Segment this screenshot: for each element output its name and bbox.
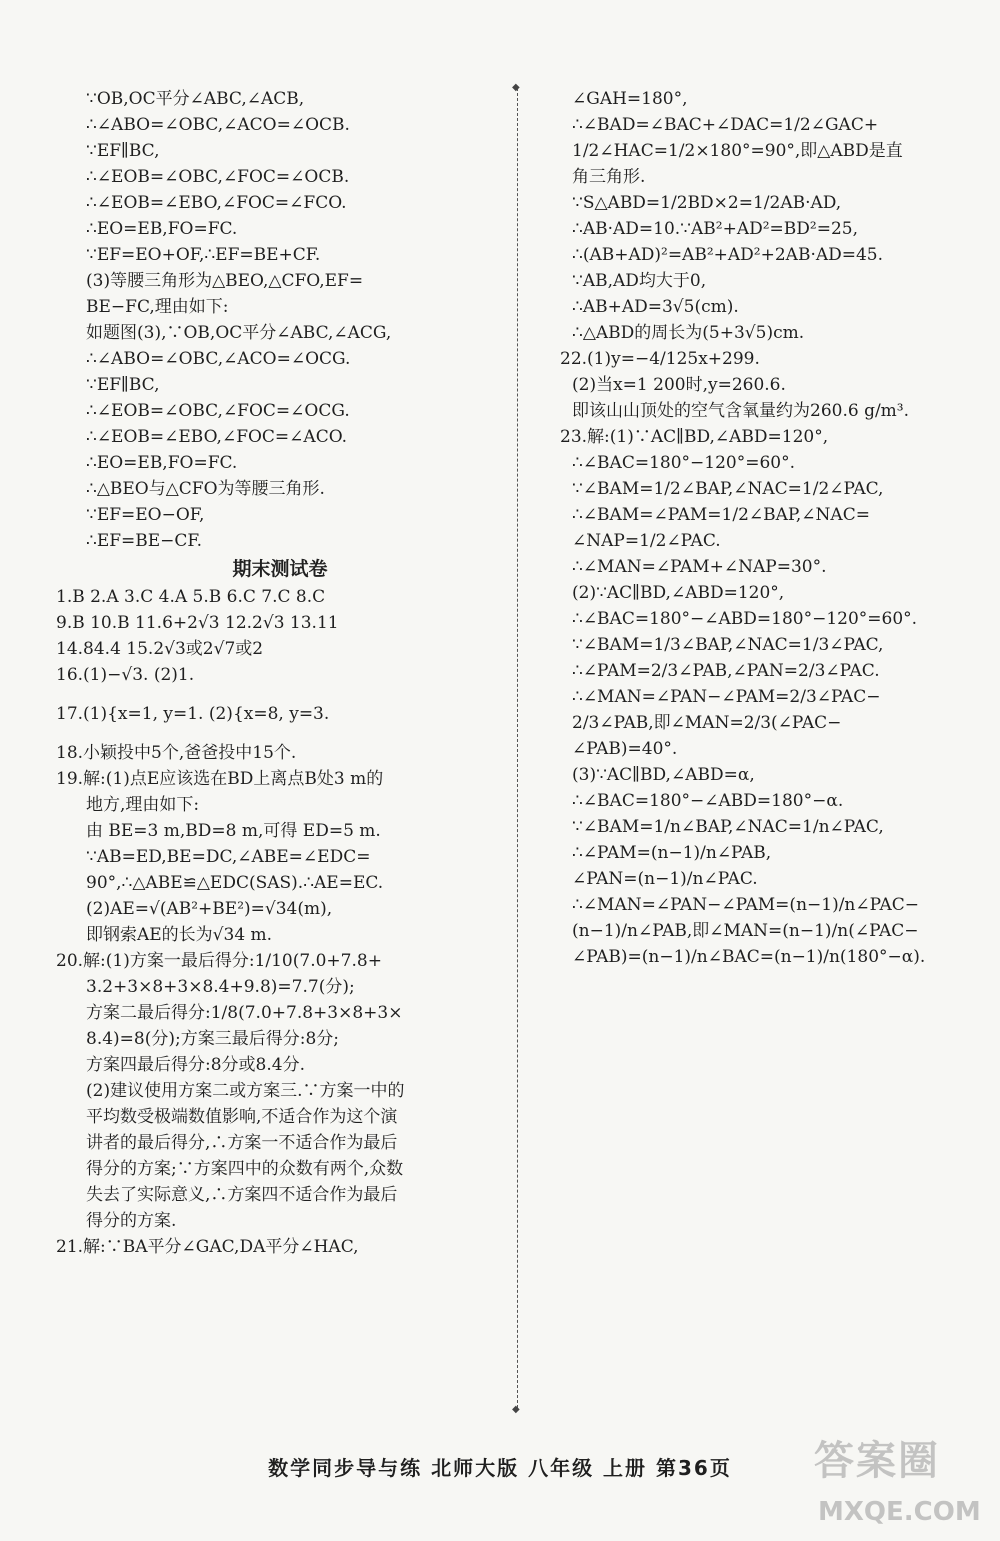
answer-line: 19.解:(1)点E应该选在BD上离点B处3 m的 (56, 769, 384, 789)
text-line: ∵AB,AD均大于0, (572, 271, 707, 291)
text-line: ∵S△ABD=1/2BD×2=1/2AB·AD, (572, 193, 842, 213)
answer-line: 讲者的最后得分,∴方案一不适合作为最后 (86, 1133, 398, 1153)
text-line: ∴∠BAC=180°−∠ABD=180°−120°=60°. (572, 609, 918, 629)
answer-line: 地方,理由如下: (86, 795, 200, 815)
answer-line: 由 BE=3 m,BD=8 m,可得 ED=5 m. (86, 821, 381, 841)
answer-line: 18.小颖投中5个,爸爸投中15个. (56, 743, 297, 763)
text-line: ∴∠PAM=(n−1)/n∠PAB, (572, 843, 772, 863)
text-line: (n−1)/n∠PAB,即∠MAN=(n−1)/n(∠PAC− (572, 921, 919, 941)
text-line: ∴AB·AD=10.∵AB²+AD²=BD²=25, (572, 219, 859, 239)
text-line: 23.解:(1)∵AC∥BD,∠ABD=120°, (560, 427, 829, 447)
text-line: ∴△ABD的周长为(5+3√5)cm. (572, 323, 805, 343)
divider-ornament-icon: ◆ (512, 1404, 520, 1415)
answer-line: 1.B 2.A 3.C 4.A 5.B 6.C 7.C 8.C (56, 587, 326, 607)
text-line: ∠PAN=(n−1)/n∠PAC. (572, 869, 758, 889)
answer-line: (2)建议使用方案二或方案三.∵方案一中的 (86, 1081, 405, 1101)
text-line: ∠PAB)=(n−1)/n∠BAC=(n−1)/n(180°−α). (572, 947, 926, 967)
text-line: ∵∠BAM=1/n∠BAP,∠NAC=1/n∠PAC, (572, 817, 884, 837)
text-line: ∴∠EOB=∠OBC,∠FOC=∠OCG. (86, 401, 350, 421)
text-line: ∴(AB+AD)²=AB²+AD²+2AB·AD=45. (572, 245, 884, 265)
text-line: ∴∠BAC=180°−120°=60°. (572, 453, 796, 473)
answer-line: 方案二最后得分:1/8(7.0+7.8+3×8+3× (86, 1003, 403, 1023)
text-line: ∠PAB)=40°. (572, 739, 678, 759)
text-line: ∴∠ABO=∠OBC,∠ACO=∠OCG. (86, 349, 351, 369)
text-line: ∴∠BAC=180°−∠ABD=180°−α. (572, 791, 844, 811)
answer-line: 9.B 10.B 11.6+2√3 12.2√3 13.11 (56, 613, 339, 633)
answer-line: 16.(1)−√3. (2)1. (56, 665, 195, 685)
text-line: ∵OB,OC平分∠ABC,∠ACB, (86, 89, 305, 109)
answer-line: 即钢索AE的长为√34 m. (86, 925, 273, 945)
text-line: ∴EF=BE−CF. (86, 531, 202, 551)
left-column (56, 86, 504, 1260)
text-line: (3)∵AC∥BD,∠ABD=α, (572, 765, 755, 785)
answer-line: (2)AE=√(AB²+BE²)=√34(m), (86, 899, 333, 919)
text-line: ∴∠MAN=∠PAN−∠PAM=2/3∠PAC− (572, 687, 881, 707)
text-line: 2/3∠PAB,即∠MAN=2/3(∠PAC− (572, 713, 842, 733)
watermark-url: MXQE.COM (818, 1497, 981, 1527)
answer-line: 平均数受极端数值影响,不适合作为这个演 (86, 1107, 398, 1127)
answer-line: 90°,∴△ABE≌△EDC(SAS).∴AE=EC. (86, 873, 384, 893)
text-line: ∠NAP=1/2∠PAC. (572, 531, 721, 551)
text-line: ∴∠EOB=∠EBO,∠FOC=∠ACO. (86, 427, 348, 447)
text-line: ∴△BEO与△CFO为等腰三角形. (86, 479, 325, 499)
answer-line: 3.2+3×8+3×8.4+9.8)=7.7(分); (86, 977, 355, 997)
text-line: ∠GAH=180°, (572, 89, 688, 109)
text-line: ∴∠ABO=∠OBC,∠ACO=∠OCB. (86, 115, 350, 135)
text-line: 即该山山顶处的空气含氧量约为260.6 g/m³. (572, 401, 910, 421)
text-line: ∴AB+AD=3√5(cm). (572, 297, 739, 317)
text-line: (2)∵AC∥BD,∠ABD=120°, (572, 583, 785, 603)
text-line: ∴∠MAN=∠PAM+∠NAP=30°. (572, 557, 827, 577)
text-line: (3)等腰三角形为△BEO,△CFO,EF= (86, 271, 364, 291)
watermark-logo-text: 答案圈 (814, 1438, 940, 1484)
text-line: ∴∠MAN=∠PAN−∠PAM=(n−1)/n∠PAC− (572, 895, 920, 915)
watermark-logo (810, 1423, 990, 1533)
text-line: ∴EO=EB,FO=FC. (86, 219, 238, 239)
section-title: 期末测试卷 (232, 558, 328, 580)
text-line: ∴∠EOB=∠OBC,∠FOC=∠OCB. (86, 167, 350, 187)
column-divider (517, 88, 518, 1408)
text-line: (2)当x=1 200时,y=260.6. (572, 375, 786, 395)
answer-line: 得分的方案;∵方案四中的众数有两个,众数 (86, 1159, 404, 1179)
text-line: 1/2∠HAC=1/2×180°=90°,即△ABD是直 (572, 141, 903, 161)
answer-line: 17.(1){x=1, y=1. (2){x=8, y=3. (56, 704, 330, 724)
text-line: 角三角形. (572, 167, 646, 187)
text-line: ∴EO=EB,FO=FC. (86, 453, 238, 473)
text-line: ∴∠BAM=∠PAM=1/2∠BAP,∠NAC= (572, 505, 870, 525)
divider-ornament-icon: ◆ (512, 82, 520, 93)
text-line: ∴∠PAM=2/3∠PAB,∠PAN=2/3∠PAC. (572, 661, 880, 681)
answer-line: 失去了实际意义,∴方案四不适合作为最后 (86, 1185, 398, 1205)
answer-line: 21.解:∵BA平分∠GAC,DA平分∠HAC, (56, 1237, 359, 1257)
text-line: ∵EF=EO+OF,∴EF=BE+CF. (86, 245, 321, 265)
answer-line: 20.解:(1)方案一最后得分:1/10(7.0+7.8+ (56, 951, 382, 971)
text-line: BE−FC,理由如下: (86, 297, 229, 317)
answer-line: 14.84.4 15.2√3或2√7或2 (56, 639, 264, 659)
page-footer: 数学同步导与练 北师大版 八年级 上册 第36页 (268, 1456, 732, 1480)
text-line: 22.(1)y=−4/125x+299. (560, 349, 760, 369)
text-line: ∵∠BAM=1/2∠BAP,∠NAC=1/2∠PAC, (572, 479, 884, 499)
text-line: ∵EF∥BC, (86, 141, 160, 161)
text-line: 如题图(3),∵OB,OC平分∠ABC,∠ACG, (86, 323, 392, 343)
text-line: ∴∠EOB=∠EBO,∠FOC=∠FCO. (86, 193, 347, 213)
text-line: ∵EF∥BC, (86, 375, 160, 395)
text-line: ∵∠BAM=1/3∠BAP,∠NAC=1/3∠PAC, (572, 635, 884, 655)
text-line: ∵EF=EO−OF, (86, 505, 205, 525)
text-line: ∴∠BAD=∠BAC+∠DAC=1/2∠GAC+ (572, 115, 879, 135)
answer-line: 方案四最后得分:8分或8.4分. (86, 1055, 305, 1075)
answer-line: 得分的方案. (86, 1211, 177, 1231)
right-column (560, 86, 988, 970)
answer-line: ∵AB=ED,BE=DC,∠ABE=∠EDC= (86, 847, 371, 867)
answer-line: 8.4)=8(分);方案三最后得分:8分; (86, 1029, 339, 1049)
